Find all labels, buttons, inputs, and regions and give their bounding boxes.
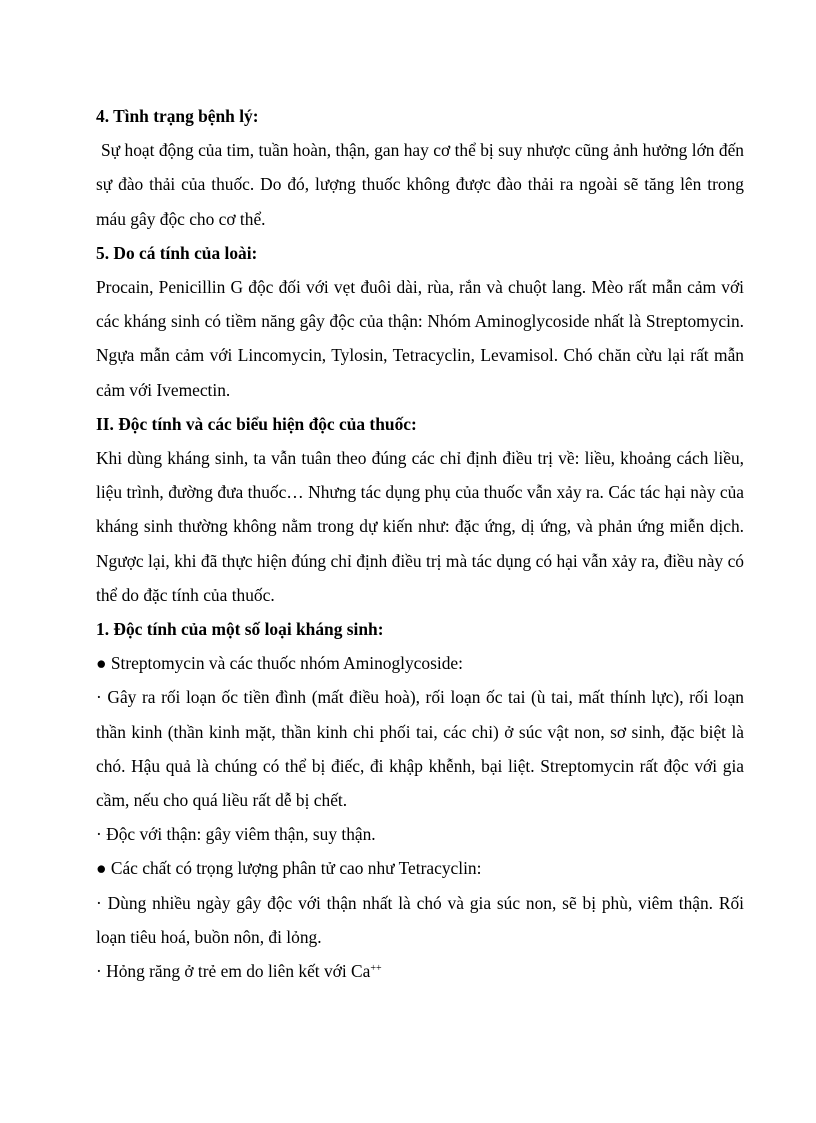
paragraph-species-individuality: Procain, Penicillin G độc đối với vẹt đuôi dài, rùa, rắn và chuột lang. Mèo rất mẫn cảm với các kháng sinh có tiềm năng gây độc của thận: Nhóm Aminoglycoside nhất là Streptomycin. Ngựa mẫn cảm với Lincomycin, Tylosin, Tetracyclin, Levamisol. Chó chăn cừu lại rất mẫn cảm với Ivemectin. <box>96 277 744 400</box>
item-prolonged-use: · Dùng nhiều ngày gây độc với thận nhất là chó và gia súc non, sẽ bị phù, viêm thận. Rối loạn tiêu hoá, buồn nôn, đi lỏng. <box>96 892 744 947</box>
item-vestibular-disorders: · Gây ra rối loạn ốc tiền đình (mất điều hoà), rối loạn ốc tai (ù tai, mất thính lực), rối loạn thần kinh (thần kinh mặt, thần kinh chi phối tai, các chi) ở súc vật non, sơ sinh, đặc biệt là chó. Hậu quả là chúng có thể bị điếc, đi khập khễnh, bại liệt. Streptomycin rất độc với gia cầm, nếu cho quá liều rất dễ bị chết. <box>96 687 744 811</box>
document-page <box>96 99 744 988</box>
heading-drug-toxicity: II. Độc tính và các biểu hiện độc của thuốc: <box>96 413 417 434</box>
heading-pathological-condition: 4. Tình trạng bệnh lý: <box>96 106 259 126</box>
heading-antibiotic-toxicity: 1. Độc tính của một số loại kháng sinh: <box>96 619 384 640</box>
paragraph-pathological-condition: Sự hoạt động của tim, tuần hoàn, thận, gan hay cơ thể bị suy nhược cũng ảnh hưởng lớn đến sự đào thải của thuốc. Do đó, lượng thuốc không được đào thải ra ngoài sẽ tăng lên trong máu gây độc cho cơ thể. <box>96 140 744 229</box>
item-tooth-damage <box>96 954 744 988</box>
calcium-charge-superscript: ++ <box>370 963 382 975</box>
tooth-damage-text: · Hỏng răng ở trẻ em do liên kết với Ca <box>96 961 371 982</box>
paragraph-drug-toxicity: Khi dùng kháng sinh, ta vẫn tuân theo đúng các chỉ định điều trị về: liều, khoảng cách liều, liệu trình, đường đưa thuốc… Nhưng tác dụng phụ của thuốc vẫn xảy ra. Các tác hại này của kháng sinh thường không nằm trong dự kiến như: đặc ứng, dị ứng, và phản ứng miễn dịch. Ngược lại, khi đã thực hiện đúng chỉ định điều trị mà tác dụng có hại vẫn xảy ra, điều này có thể do đặc tính của thuốc. <box>96 448 744 605</box>
heading-species-individuality: 5. Do cá tính của loài: <box>96 242 258 263</box>
bullet-tetracyclin: ● Các chất có trọng lượng phân tử cao như Tetracyclin: <box>96 858 482 879</box>
bullet-streptomycin: ● Streptomycin và các thuốc nhóm Aminoglycoside: <box>96 653 463 674</box>
item-kidney-toxicity: · Độc với thận: gây viêm thận, suy thận. <box>96 824 376 845</box>
